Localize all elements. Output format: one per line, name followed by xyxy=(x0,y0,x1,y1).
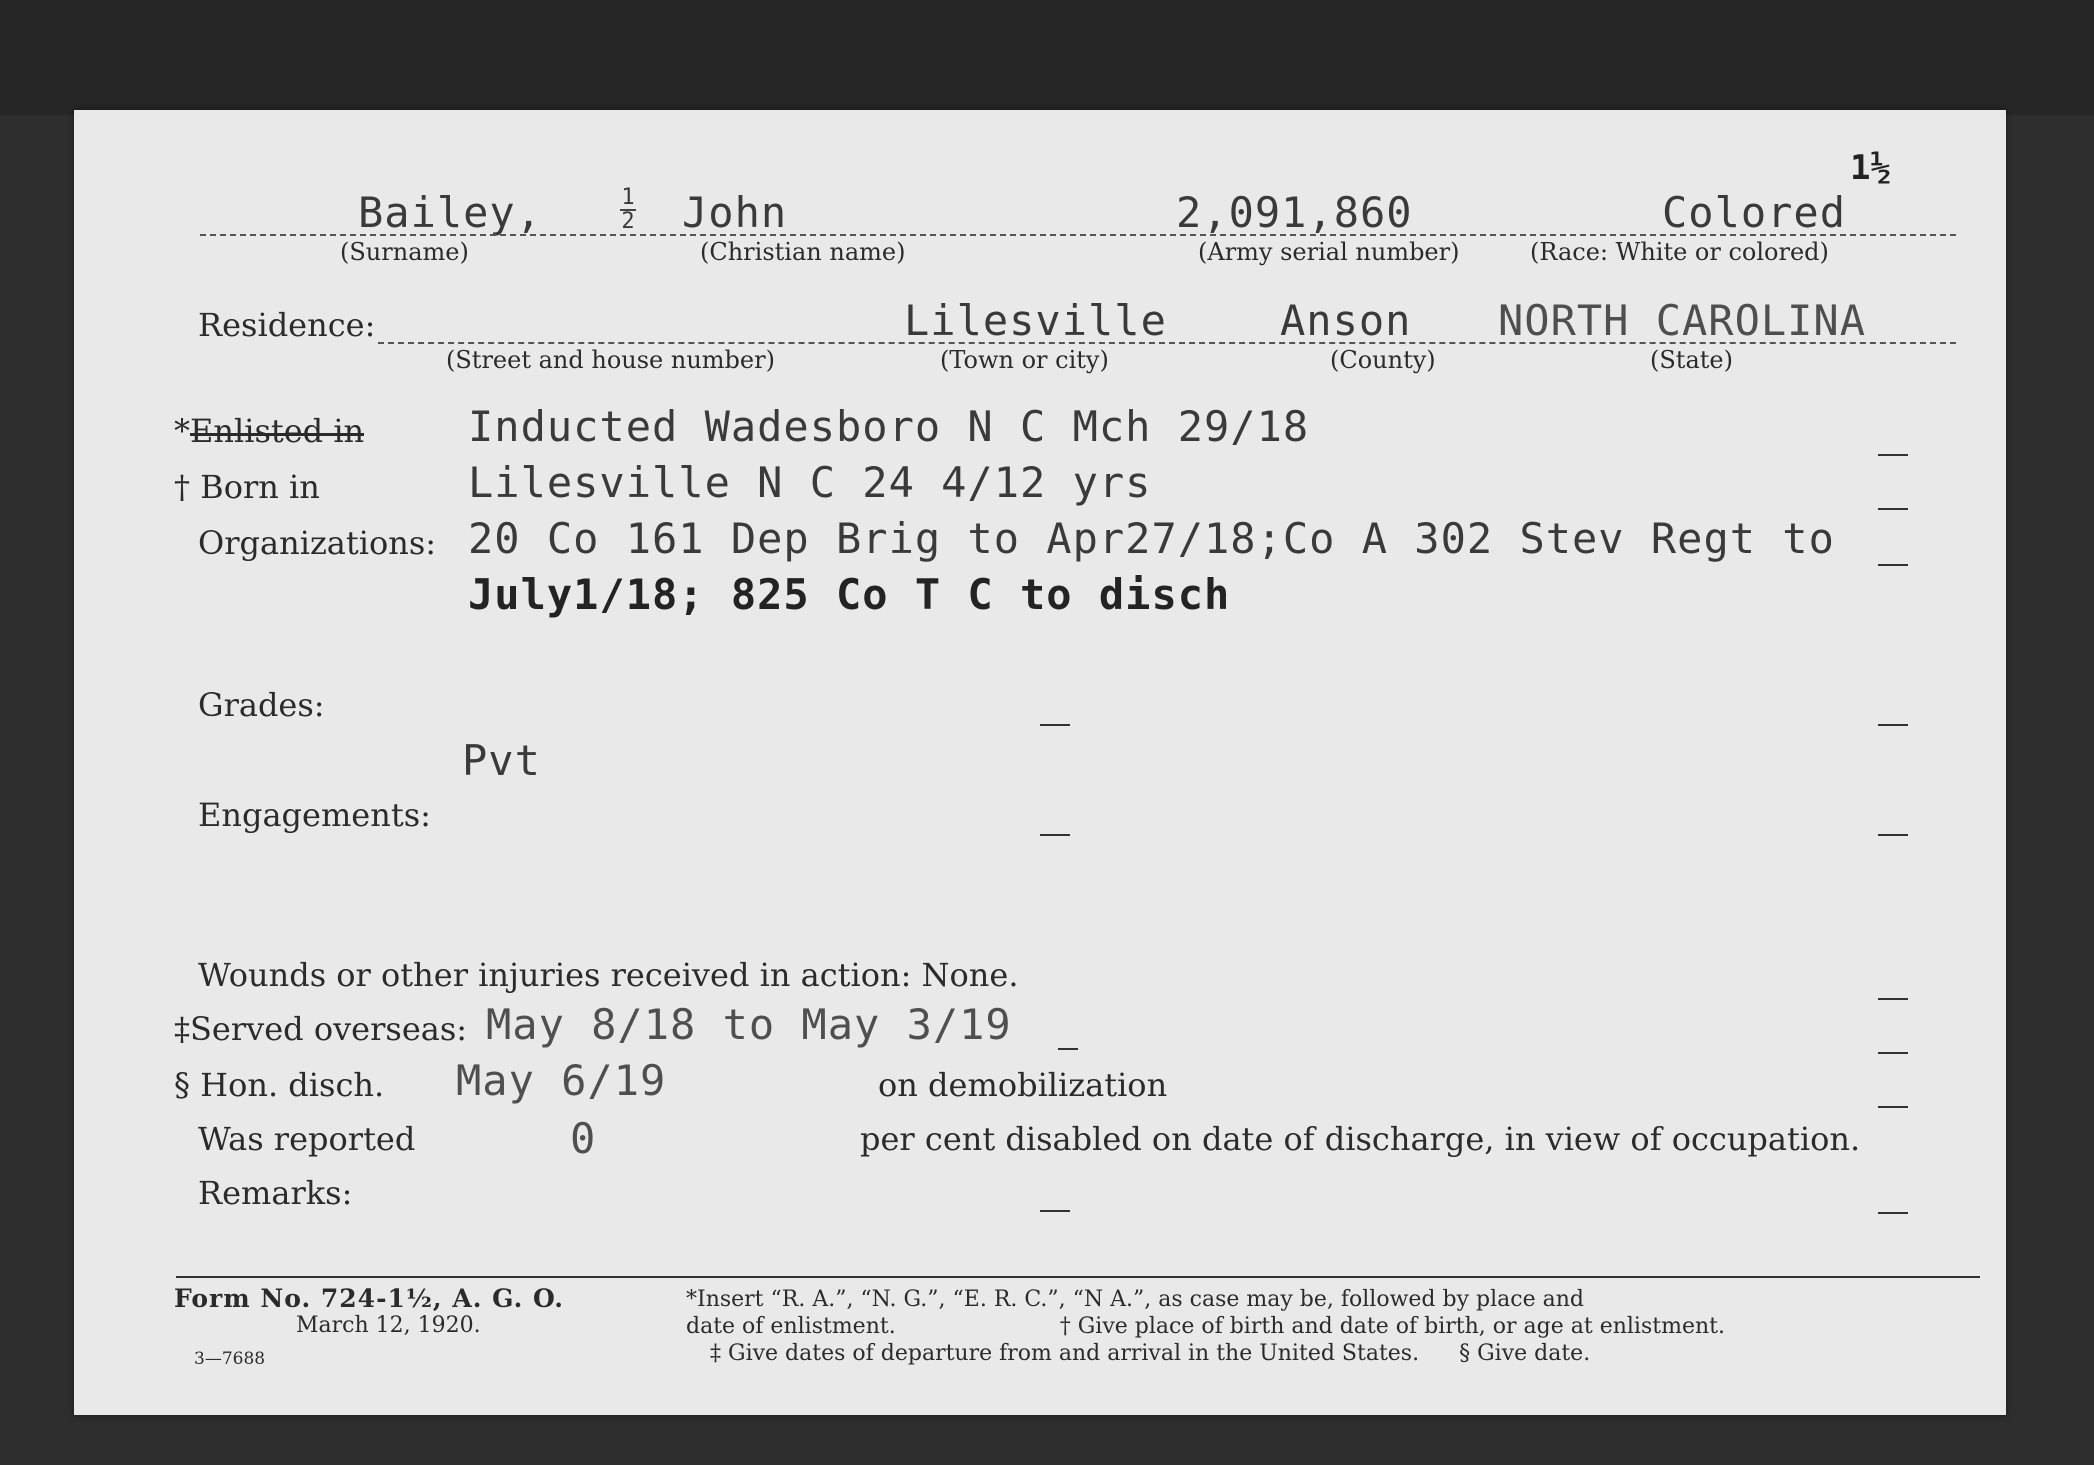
grades-end-dash xyxy=(1878,724,1908,726)
discharge-end-dash xyxy=(1878,1106,1908,1108)
town-caption: (Town or city) xyxy=(940,346,1109,374)
scan-background-top xyxy=(0,0,2094,115)
discharge-label: § Hon. disch. xyxy=(174,1066,385,1104)
surname-value: Bailey, xyxy=(358,188,543,237)
christian-name-caption: (Christian name) xyxy=(700,238,906,266)
state-caption: (State) xyxy=(1650,346,1733,374)
enlisted-value: Inducted Wadesboro N C Mch 29/18 xyxy=(468,402,1310,451)
organizations-end-dash xyxy=(1878,564,1908,566)
overseas-value: May 8/18 to May 3/19 xyxy=(486,1000,1012,1049)
service-record-card xyxy=(74,110,2006,1415)
residence-label: Residence: xyxy=(198,306,376,344)
discharge-suffix: on demobilization xyxy=(878,1066,1168,1104)
footnote-enlistment: date of enlistment. xyxy=(686,1314,896,1339)
footnote-birth: † Give place of birth and date of birth, or age at enlistment. xyxy=(1059,1314,1725,1339)
serial-number-value: 2,091,860 xyxy=(1176,188,1413,237)
print-code: 3—7688 xyxy=(194,1349,266,1369)
born-label: † Born in xyxy=(174,468,320,506)
footnote-departure: ‡ Give dates of departure from and arrival in the United States. xyxy=(710,1341,1420,1366)
name-fraction: $\frac{1}{2}$ xyxy=(621,185,635,234)
grades-label: Grades: xyxy=(198,686,325,724)
wounds-value: None. xyxy=(921,956,1019,994)
reported-label: Was reported xyxy=(198,1120,416,1158)
born-end-dash xyxy=(1878,508,1908,510)
footnote-insert: *Insert “R. A.”, “N. G.”, “E. R. C.”, “N A.”, as case may be, followed by place and xyxy=(686,1287,1584,1312)
engagements-end-dash xyxy=(1878,834,1908,836)
born-value: Lilesville N C 24 4/12 yrs xyxy=(468,458,1152,507)
overseas-end-dash xyxy=(1878,1052,1908,1054)
grades-mid-dash xyxy=(1040,724,1070,726)
engagements-mid-dash xyxy=(1040,834,1070,836)
serial-number-caption: (Army serial number) xyxy=(1198,238,1460,266)
wounds-label: Wounds or other injuries received in action: xyxy=(198,956,912,994)
remarks-end-dash xyxy=(1878,1212,1908,1214)
enlisted-label: *Enlisted in xyxy=(174,412,365,450)
reported-value: 0 xyxy=(570,1114,597,1163)
race-caption: (Race: White or colored) xyxy=(1530,238,1829,266)
overseas-label: ‡Served overseas: xyxy=(174,1010,468,1048)
organizations-label: Organizations: xyxy=(198,524,437,562)
overseas-mid-dash xyxy=(1058,1048,1078,1050)
surname-caption: (Surname) xyxy=(340,238,469,266)
reported-suffix: per cent disabled on date of discharge, in view of occupation. xyxy=(860,1120,1861,1158)
remarks-mid-dash xyxy=(1040,1210,1070,1212)
street-caption: (Street and house number) xyxy=(446,346,775,374)
organizations-line-1: 20 Co 161 Dep Brig to Apr27/18;Co A 302 Stev Regt to xyxy=(468,514,1835,563)
footnote-departure-row xyxy=(686,1340,1986,1367)
engagements-label: Engagements: xyxy=(198,796,431,834)
organizations-line-2: July1/18; 825 Co T C to disch xyxy=(468,570,1231,619)
footer-rule xyxy=(176,1276,1980,1278)
county-caption: (County) xyxy=(1330,346,1436,374)
form-date: March 12, 1920. xyxy=(296,1313,481,1338)
residence-county-value: Anson xyxy=(1280,296,1412,345)
residence-dotted-line xyxy=(378,342,1956,344)
remarks-label: Remarks: xyxy=(198,1174,353,1212)
form-number: Form No. 724-1½, A. G. O. xyxy=(174,1284,565,1313)
corner-number: 1½ xyxy=(1850,148,1891,188)
header-dotted-line xyxy=(200,234,1956,236)
residence-state-value: NORTH CAROLINA xyxy=(1498,296,1867,345)
footnotes xyxy=(686,1286,1986,1367)
footnote-birth-row xyxy=(686,1313,1986,1340)
wounds-row xyxy=(198,956,1019,994)
christian-name-value: John xyxy=(682,188,788,237)
residence-town-value: Lilesville xyxy=(904,296,1167,345)
race-value: Colored xyxy=(1662,188,1847,237)
discharge-value: May 6/19 xyxy=(456,1056,667,1105)
enlisted-end-dash xyxy=(1878,454,1908,456)
footnote-date: § Give date. xyxy=(1459,1341,1591,1366)
grades-value: Pvt xyxy=(462,736,541,785)
wounds-end-dash xyxy=(1878,998,1908,1000)
